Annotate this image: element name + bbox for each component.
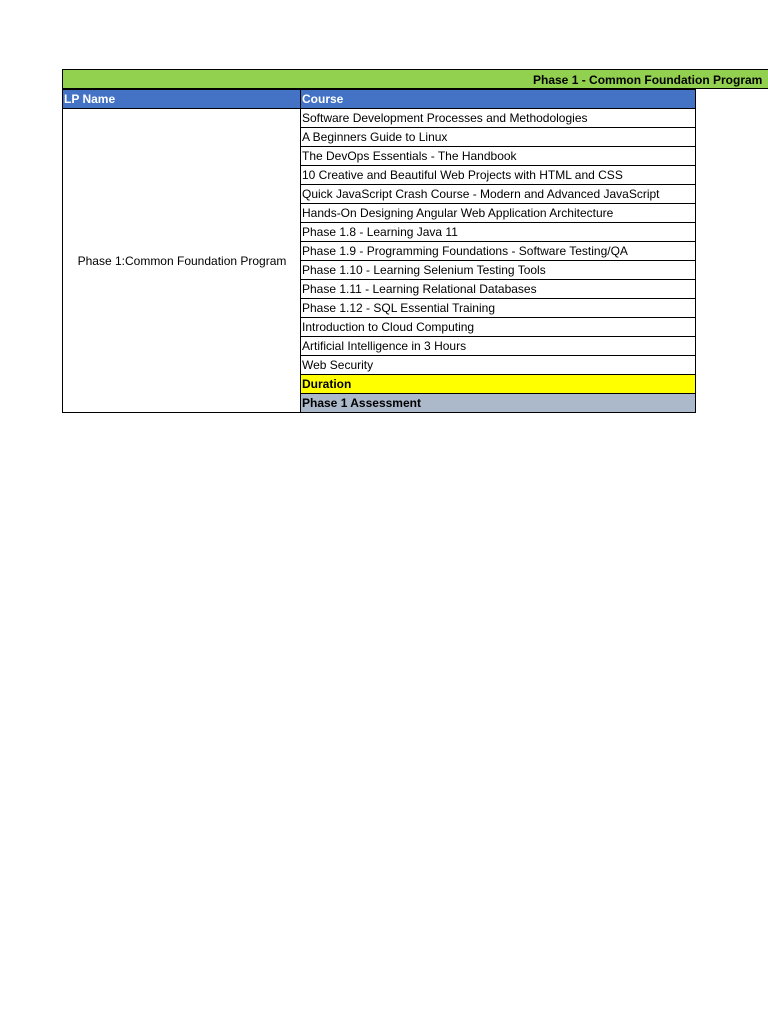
course-cell: A Beginners Guide to Linux [301,128,696,147]
header-course: Course [301,90,696,109]
course-cell: 10 Creative and Beautiful Web Projects with HTML and CSS [301,166,696,185]
course-cell: Web Security [301,356,696,375]
course-cell: Phase 1.9 - Programming Foundations - Software Testing/QA [301,242,696,261]
header-lp-name: LP Name [63,90,301,109]
course-cell: Software Development Processes and Methodologies [301,109,696,128]
lp-name-cell: Phase 1:Common Foundation Program [63,109,301,413]
course-cell: Hands-On Designing Angular Web Application Architecture [301,204,696,223]
course-cell: Phase 1.11 - Learning Relational Databases [301,280,696,299]
course-cell: Artificial Intelligence in 3 Hours [301,337,696,356]
course-cell: Phase 1.12 - SQL Essential Training [301,299,696,318]
phase-title: Phase 1 - Common Foundation Program [533,73,763,87]
duration-cell: Duration [301,375,696,394]
course-cell: Quick JavaScript Crash Course - Modern and Advanced JavaScript [301,185,696,204]
course-cell: Introduction to Cloud Computing [301,318,696,337]
course-cell: Phase 1.8 - Learning Java 11 [301,223,696,242]
header-row [63,90,696,109]
table-row [63,109,696,128]
course-table [62,89,696,413]
course-cell: Phase 1.10 - Learning Selenium Testing Tools [301,261,696,280]
assessment-cell: Phase 1 Assessment [301,394,696,413]
phase-title-bar [62,69,768,89]
course-cell: The DevOps Essentials - The Handbook [301,147,696,166]
